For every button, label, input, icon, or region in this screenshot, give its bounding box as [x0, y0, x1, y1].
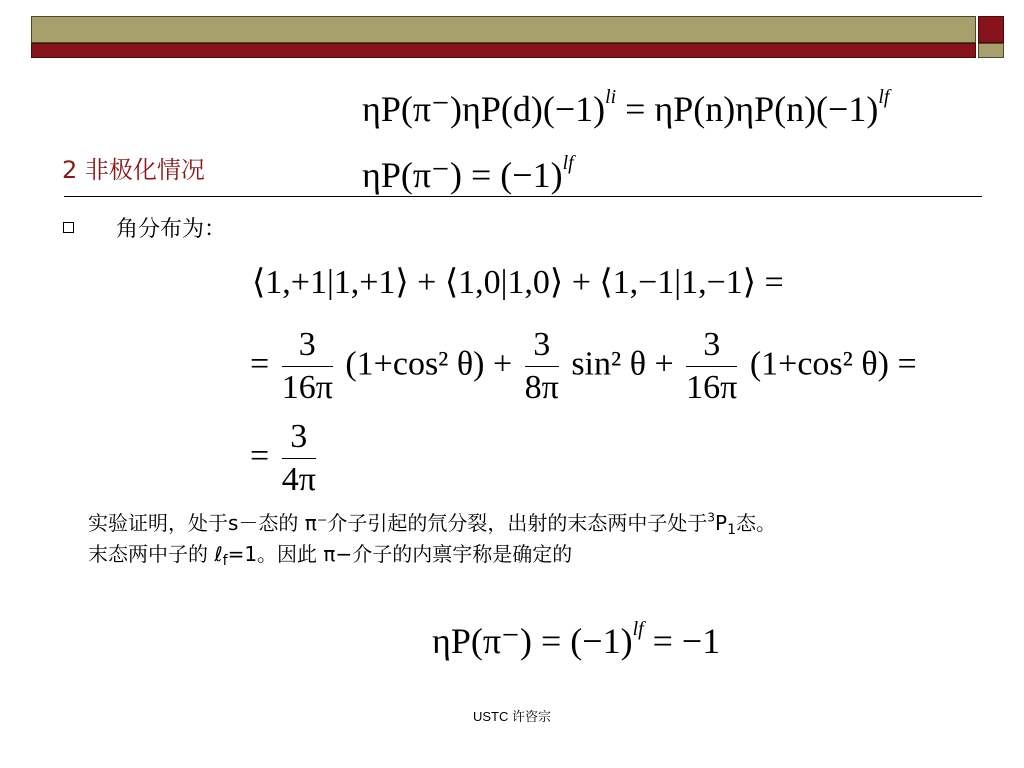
paragraph-superscript: 3 — [707, 510, 716, 525]
fraction-numerator: 3 — [282, 418, 316, 459]
pion-parity-exponent: lf — [562, 152, 574, 174]
paragraph-subscript: 1 — [727, 522, 736, 539]
fraction-denominator: 4π — [281, 461, 316, 498]
angular-line-3-equals: = — [250, 437, 270, 475]
header-bar — [31, 16, 976, 58]
fraction-3-over-8pi — [525, 326, 559, 407]
angular-line-2 — [250, 326, 917, 407]
fraction-3-over-4pi — [282, 418, 316, 499]
parity-relation-formula — [362, 86, 889, 130]
parity-relation-lhs: ηP(π⁻)ηP(d)(−1) — [362, 88, 606, 129]
fraction-denominator: 16π — [281, 369, 333, 406]
parity-relation-rhs: = ηP(n)ηP(n)(−1) — [625, 88, 879, 129]
paragraph-line-1-text: 实验证明，处于s－态的 π⁻介子引起的氘分裂，出射的末态两中子处于 — [88, 511, 708, 535]
angular-line-2-equals: = — [250, 345, 270, 383]
term-2: sin² θ + — [571, 345, 674, 383]
header-red-band — [31, 43, 976, 58]
paragraph-line-2 — [88, 538, 572, 569]
fraction-numerator: 3 — [525, 326, 559, 367]
parity-relation-lhs-exponent: li — [605, 86, 617, 108]
final-formula-exponent: lf — [632, 618, 644, 640]
title-divider — [64, 196, 982, 197]
header-corner-red — [978, 16, 1004, 43]
footer-credit: USTC 许咨宗 — [472, 709, 551, 724]
final-formula-lhs: ηP(π⁻) = (−1) — [432, 620, 633, 661]
paragraph-line-2-end: =1。因此 π−介子的内禀宇称是确定的 — [227, 542, 573, 566]
paragraph-line-1 — [88, 507, 776, 538]
fraction-3-over-16pi-a — [282, 326, 333, 407]
term-3: (1+cos² θ) = — [749, 345, 917, 383]
fraction-numerator: 3 — [282, 326, 333, 367]
angular-line-1: ⟨1,+1|1,+1⟩ + ⟨1,0|1,0⟩ + ⟨1,−1|1,−1⟩ = — [252, 264, 784, 301]
paragraph-line-2-subscript: f — [222, 553, 228, 570]
header-olive-band — [31, 16, 976, 43]
term-1: (1+cos² θ) + — [345, 345, 513, 383]
section-title: 2 非极化情况 — [62, 156, 205, 184]
angular-line-3 — [250, 418, 320, 499]
parity-relation-rhs-exponent: lf — [878, 86, 890, 108]
paragraph-line-2-text: 末态两中子的 ℓ — [88, 542, 223, 566]
bullet-text: 角分布为： — [116, 217, 227, 242]
fraction-denominator: 16π — [686, 369, 738, 406]
pion-parity-formula — [362, 152, 574, 196]
bullet-square-icon — [63, 222, 74, 233]
fraction-denominator: 8π — [524, 369, 559, 406]
pion-parity-lhs: ηP(π⁻) = (−1) — [362, 154, 563, 195]
paragraph-term-p: P — [715, 511, 728, 535]
header-corner-olive — [978, 43, 1004, 58]
fraction-3-over-16pi-b — [686, 326, 737, 407]
final-formula — [432, 618, 720, 662]
final-formula-rhs: = −1 — [652, 620, 721, 661]
paragraph-line-1-end: 态。 — [736, 511, 776, 535]
fraction-numerator: 3 — [686, 326, 737, 367]
